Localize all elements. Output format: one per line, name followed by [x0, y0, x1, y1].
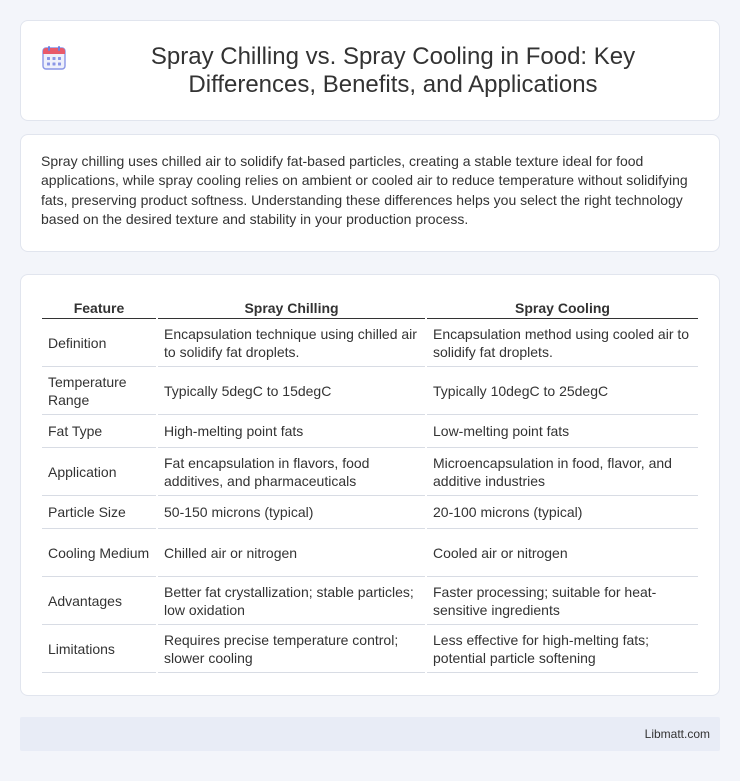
footer-site-link[interactable]: Libmatt.com	[644, 727, 710, 741]
spray-cooling-cell: 20-100 microns (typical)	[427, 496, 698, 529]
table-row	[42, 367, 698, 415]
spray-cooling-cell: Microencapsulation in food, flavor, and additive industries	[427, 448, 698, 496]
spray-chilling-cell: 50-150 microns (typical)	[158, 496, 425, 529]
table-row	[42, 496, 698, 529]
feature-cell: Particle Size	[42, 496, 156, 529]
footer	[20, 717, 720, 751]
table-row	[42, 319, 698, 367]
feature-cell: Cooling Medium	[42, 529, 156, 577]
header-spray-chilling: Spray Chilling	[158, 295, 425, 319]
spray-chilling-cell: High-melting point fats	[158, 415, 425, 448]
spray-cooling-cell: Faster processing; suitable for heat-sensitive ingredients	[427, 577, 698, 625]
table-header-row	[42, 295, 698, 319]
comparison-table	[40, 295, 700, 673]
table-row	[42, 415, 698, 448]
intro-paragraph: Spray chilling uses chilled air to solidify fat-based particles, creating a stable texture ideal for food applications, while spray cooling relies on ambient or cooled air to reduce temperature without solidifying fats, preserving product softness. Understanding these differences helps you select the right technology based on the desired texture and stability in your production process.	[41, 153, 688, 228]
table-row	[42, 529, 698, 577]
spray-chilling-cell: Requires precise temperature control; slower cooling	[158, 625, 425, 673]
spray-chilling-cell: Fat encapsulation in flavors, food additives, and pharmaceuticals	[158, 448, 425, 496]
spray-chilling-cell: Better fat crystallization; stable particles; low oxidation	[158, 577, 425, 625]
spray-cooling-cell: Low-melting point fats	[427, 415, 698, 448]
calendar-icon	[41, 45, 67, 71]
header-spray-cooling: Spray Cooling	[427, 295, 698, 319]
title-row	[41, 43, 699, 99]
table-row	[42, 448, 698, 496]
feature-cell: Fat Type	[42, 415, 156, 448]
spray-cooling-cell: Less effective for high-melting fats; potential particle softening	[427, 625, 698, 673]
header-feature: Feature	[42, 295, 156, 319]
feature-cell: Application	[42, 448, 156, 496]
spray-chilling-cell: Chilled air or nitrogen	[158, 529, 425, 577]
feature-cell: Limitations	[42, 625, 156, 673]
page-title: Spray Chilling vs. Spray Cooling in Food: Key Differences, Benefits, and Applications	[150, 42, 636, 98]
table-row	[42, 625, 698, 673]
spray-cooling-cell: Encapsulation method using cooled air to solidify fat droplets.	[427, 319, 698, 367]
title-card	[20, 20, 720, 121]
table-row	[42, 577, 698, 625]
feature-cell: Advantages	[42, 577, 156, 625]
feature-cell: Temperature Range	[42, 367, 156, 415]
comparison-table-card	[20, 274, 720, 696]
spray-chilling-cell: Typically 5degC to 15degC	[158, 367, 425, 415]
spray-chilling-cell: Encapsulation technique using chilled air to solidify fat droplets.	[158, 319, 425, 367]
spray-cooling-cell: Cooled air or nitrogen	[427, 529, 698, 577]
intro-card	[20, 134, 720, 252]
feature-cell: Definition	[42, 319, 156, 367]
spray-cooling-cell: Typically 10degC to 25degC	[427, 367, 698, 415]
